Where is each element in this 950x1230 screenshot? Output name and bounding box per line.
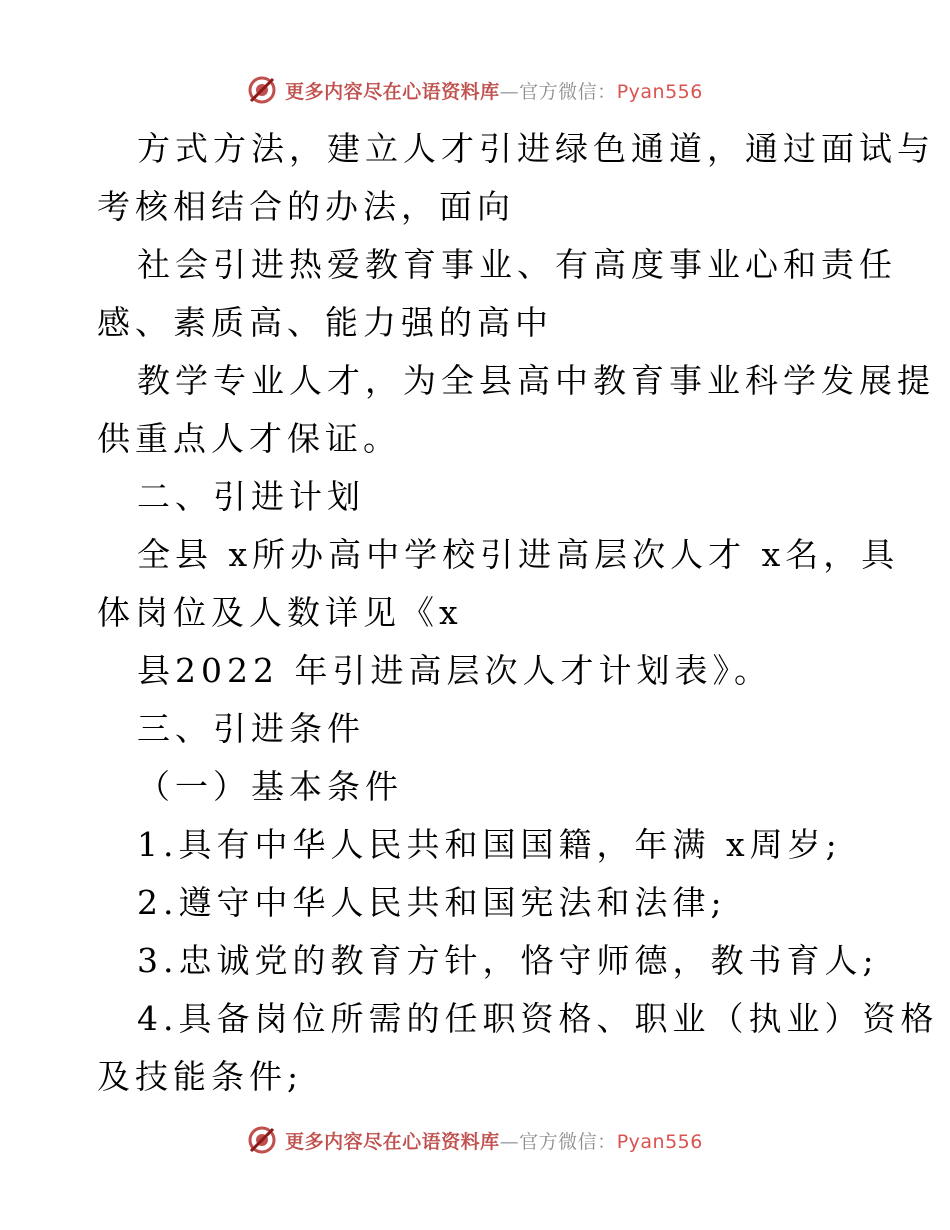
list-item: 2.遵守中华人民共和国宪法和法律; bbox=[137, 883, 727, 922]
text-line: 体岗位及人数详见《x bbox=[97, 593, 463, 632]
list-item: 1.具有中华人民共和国国籍，年满 x周岁; bbox=[137, 825, 842, 864]
subsection-heading: （一）基本条件 bbox=[137, 767, 403, 806]
section-heading: 三、引进条件 bbox=[137, 709, 365, 748]
text-line: 考核相结合的办法，面向 bbox=[97, 187, 515, 226]
list-item: 3.忠诚党的教育方针，恪守师德，教书育人; bbox=[137, 941, 879, 980]
header-watermark bbox=[0, 70, 950, 110]
text-line: 方式方法，建立人才引进绿色通道，通过面试与 bbox=[137, 129, 935, 168]
watermark-logo-icon bbox=[247, 1125, 277, 1155]
list-item: 4.具备岗位所需的任职资格、职业（执业）资格 bbox=[137, 999, 939, 1038]
text-line: 及技能条件; bbox=[97, 1057, 304, 1096]
text-line: 供重点人才保证。 bbox=[97, 419, 401, 458]
text-line: 全县 x所办高中学校引进高层次人才 x名，具 bbox=[137, 535, 900, 574]
footer-watermark bbox=[0, 1120, 950, 1160]
section-heading: 二、引进计划 bbox=[137, 477, 365, 516]
text-line: 县2022 年引进高层次人才计划表》。 bbox=[137, 651, 772, 690]
document-body bbox=[97, 120, 939, 1106]
watermark-text: 更多内容尽在心语资料库—官方微信：Pyan556 bbox=[285, 1130, 703, 1153]
text-line: 教学专业人才，为全县高中教育事业科学发展提 bbox=[137, 361, 935, 400]
text-line: 社会引进热爱教育事业、有高度事业心和责任 bbox=[137, 245, 897, 284]
watermark-text: 更多内容尽在心语资料库—官方微信：Pyan556 bbox=[285, 80, 703, 103]
text-line: 感、素质高、能力强的高中 bbox=[97, 303, 553, 342]
watermark-logo-icon bbox=[247, 75, 277, 105]
